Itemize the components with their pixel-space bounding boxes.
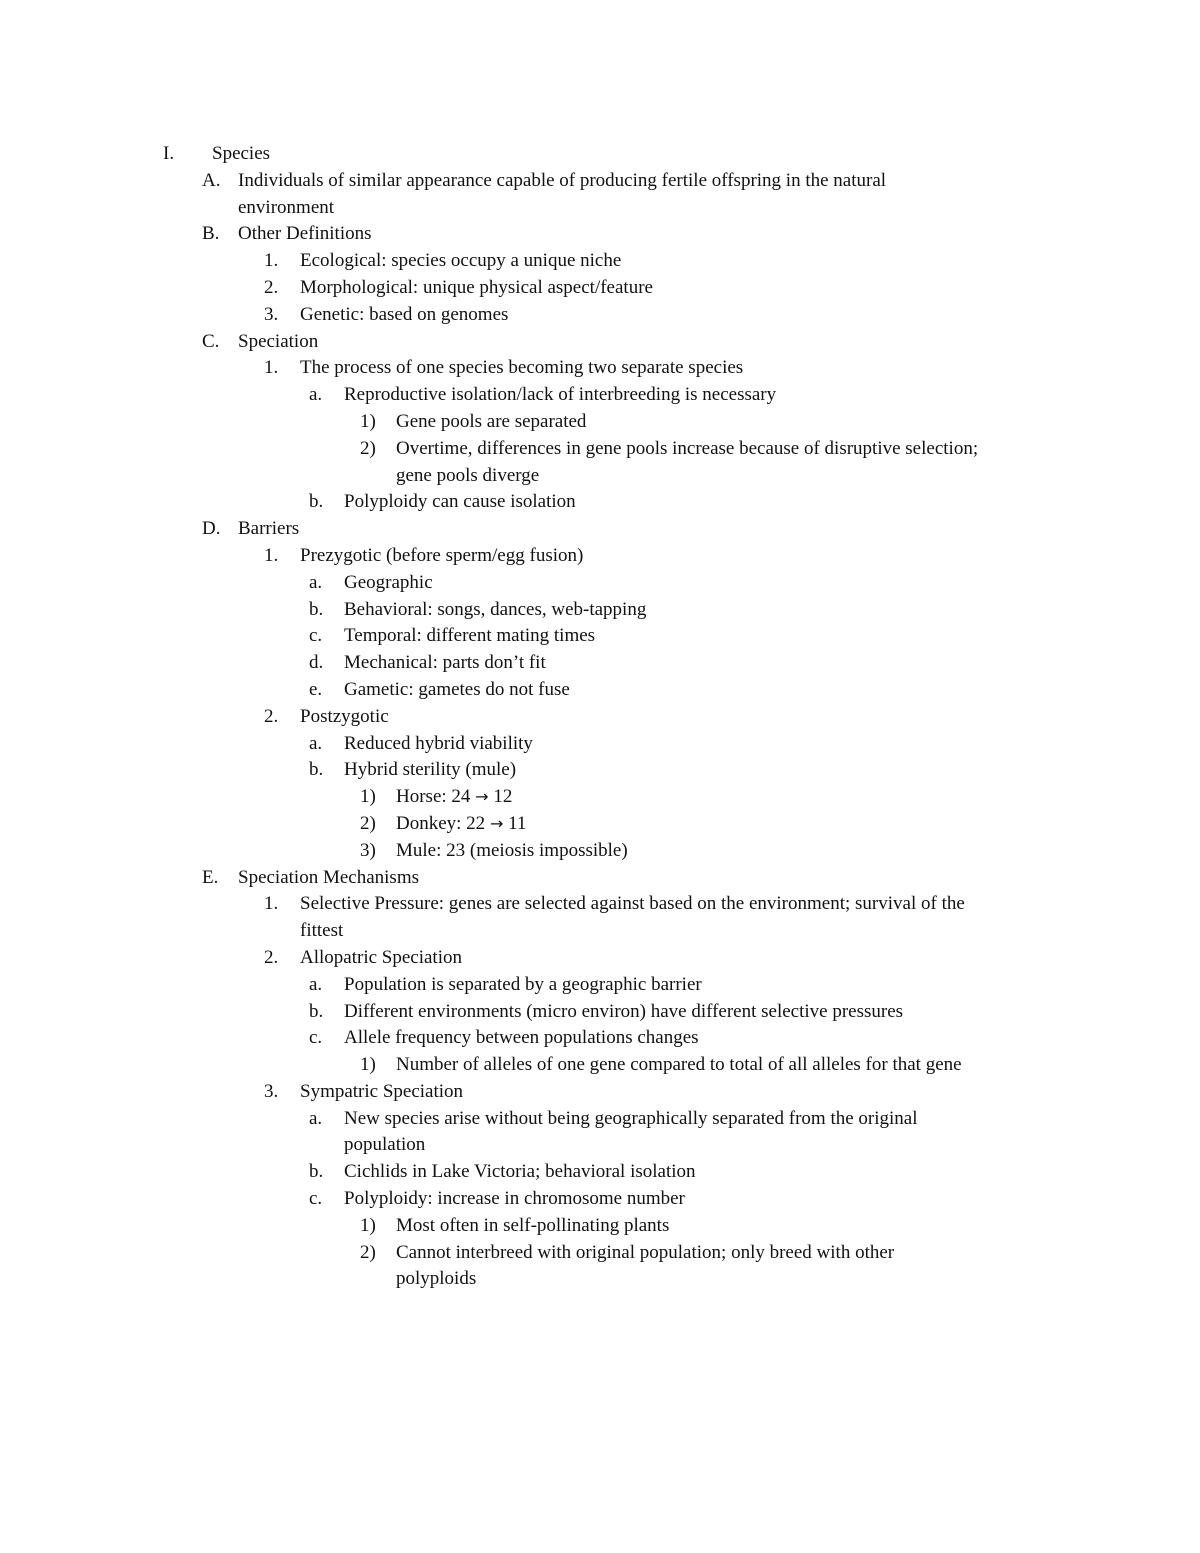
outline-text bbox=[300, 891, 965, 918]
outline-text-main: Gene pools are separated bbox=[396, 410, 587, 432]
outline-text-main: Cichlids in Lake Victoria; behavioral isolation bbox=[344, 1161, 696, 1183]
outline-marker: 2) bbox=[360, 812, 376, 834]
outline-item bbox=[0, 811, 1200, 838]
right-arrow-icon: → bbox=[475, 787, 489, 807]
outline-item bbox=[0, 168, 1200, 195]
outline-text-main: Individuals of similar appearance capable of producing fertile offspring in the natural bbox=[238, 169, 887, 191]
outline-text bbox=[396, 838, 628, 865]
outline-text bbox=[300, 355, 743, 382]
outline-text-main: Speciation bbox=[238, 330, 319, 352]
outline-marker: I. bbox=[163, 143, 175, 164]
outline-text bbox=[212, 141, 270, 168]
outline-text-main: Cannot interbreed with original population; only breed with other bbox=[396, 1241, 895, 1263]
outline-text-main: Horse: 24 bbox=[396, 786, 471, 808]
outline-marker: 1. bbox=[264, 893, 279, 915]
outline-text-main: Ecological: species occupy a unique niche bbox=[300, 250, 622, 272]
outline-text bbox=[300, 1079, 463, 1106]
outline-continuation bbox=[0, 1266, 1200, 1293]
outline-text-main: Reproductive isolation/lack of interbreeding is necessary bbox=[344, 384, 777, 406]
outline-marker: c. bbox=[309, 625, 323, 647]
outline-item bbox=[0, 141, 1200, 168]
outline-text bbox=[344, 489, 576, 516]
outline-marker: 1) bbox=[360, 410, 376, 432]
outline-item bbox=[0, 1079, 1200, 1106]
outline-text-main: Allele frequency between populations changes bbox=[344, 1027, 699, 1049]
outline-marker: 1) bbox=[360, 1214, 376, 1236]
outline-marker: E. bbox=[202, 866, 219, 888]
outline-item bbox=[0, 489, 1200, 516]
outline-item bbox=[0, 355, 1200, 382]
outline-marker: 2. bbox=[264, 946, 279, 968]
outline-continuation bbox=[0, 463, 1200, 490]
outline-text-main: Barriers bbox=[238, 518, 300, 540]
outline-text bbox=[396, 1266, 476, 1293]
outline-item bbox=[0, 865, 1200, 892]
outline-item bbox=[0, 623, 1200, 650]
outline-text bbox=[300, 918, 343, 945]
outline-text-main: Most often in self-pollinating plants bbox=[396, 1214, 670, 1236]
right-arrow-icon: → bbox=[489, 813, 504, 833]
outline-item bbox=[0, 1106, 1200, 1133]
outline-text bbox=[344, 597, 646, 624]
outline-item bbox=[0, 999, 1200, 1026]
outline-item bbox=[0, 543, 1200, 570]
outline-marker: a. bbox=[309, 973, 323, 995]
outline-text bbox=[300, 248, 621, 275]
outline-text bbox=[396, 1213, 669, 1240]
outline-text-main: Donkey: 22 bbox=[396, 812, 486, 834]
outline-item bbox=[0, 597, 1200, 624]
outline-text-main: Postzygotic bbox=[300, 705, 389, 727]
outline-text-main: Population is separated by a geographic barrier bbox=[344, 973, 702, 995]
outline-text bbox=[300, 543, 583, 570]
outline-text bbox=[344, 1106, 918, 1133]
outline-text bbox=[344, 1132, 425, 1159]
outline-text bbox=[344, 731, 533, 758]
outline-marker: c. bbox=[309, 1188, 323, 1210]
outline-item bbox=[0, 409, 1200, 436]
outline-marker: b. bbox=[309, 759, 324, 781]
outline-text-main: Morphological: unique physical aspect/feature bbox=[300, 276, 653, 298]
document-page bbox=[0, 141, 1200, 1293]
outline-item bbox=[0, 972, 1200, 999]
outline-continuation bbox=[0, 918, 1200, 945]
outline-text-main: Genetic: based on genomes bbox=[300, 303, 509, 325]
outline-item bbox=[0, 1052, 1200, 1079]
outline-item bbox=[0, 248, 1200, 275]
outline-text-main: Different environments (micro environ) have different selective pressures bbox=[344, 1000, 904, 1022]
outline-item bbox=[0, 704, 1200, 731]
outline-marker: D. bbox=[202, 518, 221, 540]
outline-text-main: Temporal: different mating times bbox=[344, 625, 596, 647]
outline-continuation bbox=[0, 195, 1200, 222]
outline-text-main: Number of alleles of one gene compared to total of all alleles for that gene bbox=[396, 1054, 962, 1076]
outline-text bbox=[238, 168, 886, 195]
outline-text bbox=[396, 811, 526, 838]
outline-text-main: Geographic bbox=[344, 571, 433, 593]
outline-item bbox=[0, 757, 1200, 784]
outline-text-main: Speciation Mechanisms bbox=[238, 866, 419, 888]
outline-text bbox=[344, 757, 516, 784]
outline-text bbox=[344, 623, 595, 650]
outline-text bbox=[344, 570, 433, 597]
outline-marker: 1) bbox=[360, 786, 376, 808]
outline-item bbox=[0, 677, 1200, 704]
outline-text-main: Species bbox=[212, 143, 271, 164]
outline-text-main: population bbox=[344, 1134, 426, 1156]
outline-text-after: 12 bbox=[493, 786, 513, 808]
outline-marker: 3. bbox=[264, 303, 279, 325]
outline-text bbox=[344, 1159, 696, 1186]
outline-text-main: Reduced hybrid viability bbox=[344, 732, 533, 754]
outline-text-main: gene pools diverge bbox=[396, 464, 540, 486]
outline-marker: C. bbox=[202, 330, 220, 352]
outline-text-main: Other Definitions bbox=[238, 223, 372, 245]
outline-text-main: The process of one species becoming two separate species bbox=[300, 357, 744, 379]
outline-text-main: Behavioral: songs, dances, web-tapping bbox=[344, 598, 647, 620]
outline-text bbox=[238, 865, 419, 892]
outline-item bbox=[0, 1213, 1200, 1240]
outline-text bbox=[396, 1240, 894, 1267]
outline-text bbox=[300, 945, 462, 972]
outline-text-main: Polyploidy: increase in chromosome number bbox=[344, 1188, 685, 1210]
outline-text bbox=[300, 704, 389, 731]
outline-item bbox=[0, 945, 1200, 972]
outline-marker: a. bbox=[309, 384, 323, 406]
outline-marker: b. bbox=[309, 1000, 324, 1022]
outline-item bbox=[0, 1025, 1200, 1052]
outline-item bbox=[0, 1159, 1200, 1186]
outline-marker: a. bbox=[309, 732, 323, 754]
outline-text-main: Hybrid sterility (mule) bbox=[344, 759, 517, 781]
outline-marker: 3) bbox=[360, 839, 376, 861]
outline-item bbox=[0, 302, 1200, 329]
outline-marker: b. bbox=[309, 1161, 324, 1183]
outline-marker: b. bbox=[309, 598, 324, 620]
outline-marker: 2. bbox=[264, 705, 279, 727]
outline-continuation bbox=[0, 1132, 1200, 1159]
outline-item bbox=[0, 570, 1200, 597]
outline-text bbox=[344, 1025, 699, 1052]
outline-text bbox=[396, 409, 586, 436]
outline-marker: 1. bbox=[264, 544, 279, 566]
outline-text-after: 11 bbox=[508, 812, 527, 834]
outline-text bbox=[344, 1186, 685, 1213]
outline-marker: 1. bbox=[264, 250, 279, 272]
outline-text bbox=[344, 650, 546, 677]
outline-text-main: Mechanical: parts don’t fit bbox=[344, 652, 546, 674]
outline-text-main: environment bbox=[238, 196, 335, 218]
outline-text-main: Prezygotic (before sperm/egg fusion) bbox=[300, 544, 584, 566]
outline-text bbox=[238, 516, 299, 543]
outline-item bbox=[0, 1240, 1200, 1267]
outline-text bbox=[300, 302, 508, 329]
outline-text bbox=[396, 436, 978, 463]
outline-marker: c. bbox=[309, 1027, 323, 1049]
outline-text bbox=[396, 784, 512, 811]
outline-text bbox=[344, 972, 702, 999]
outline-marker: A. bbox=[202, 169, 221, 191]
outline-item bbox=[0, 650, 1200, 677]
outline-marker: 3. bbox=[264, 1080, 279, 1102]
outline-item bbox=[0, 436, 1200, 463]
outline-item bbox=[0, 275, 1200, 302]
outline-text-main: Mule: 23 (meiosis impossible) bbox=[396, 839, 628, 861]
outline-text-main: Gametic: gametes do not fuse bbox=[344, 678, 570, 700]
outline-text bbox=[300, 275, 653, 302]
outline-item bbox=[0, 221, 1200, 248]
outline-text-main: fittest bbox=[300, 920, 344, 942]
outline-text-main: Sympatric Speciation bbox=[300, 1080, 464, 1102]
outline-text-main: Polyploidy can cause isolation bbox=[344, 491, 576, 513]
outline-item bbox=[0, 516, 1200, 543]
outline-text bbox=[344, 677, 570, 704]
outline-marker: a. bbox=[309, 571, 323, 593]
outline-item bbox=[0, 838, 1200, 865]
outline-marker: d. bbox=[309, 652, 324, 674]
outline-text-main: Overtime, differences in gene pools increase because of disruptive selection; bbox=[396, 437, 979, 459]
outline-marker: 2. bbox=[264, 276, 279, 298]
outline-text bbox=[238, 329, 318, 356]
outline-text bbox=[396, 463, 539, 490]
outline-text bbox=[238, 195, 334, 222]
outline-item bbox=[0, 382, 1200, 409]
outline-text bbox=[344, 382, 776, 409]
outline-item bbox=[0, 1186, 1200, 1213]
outline-marker: e. bbox=[309, 678, 323, 700]
outline-marker: 2) bbox=[360, 437, 376, 459]
outline-text bbox=[344, 999, 903, 1026]
outline-item bbox=[0, 891, 1200, 918]
outline-text bbox=[396, 1052, 962, 1079]
outline-item bbox=[0, 784, 1200, 811]
outline-marker: B. bbox=[202, 223, 220, 245]
outline-text-main: Selective Pressure: genes are selected against based on the environment; survival of the bbox=[300, 893, 965, 915]
outline-text-main: Allopatric Speciation bbox=[300, 946, 462, 968]
outline-marker: 1) bbox=[360, 1054, 376, 1076]
outline-item bbox=[0, 329, 1200, 356]
outline-item bbox=[0, 731, 1200, 758]
outline-marker: 1. bbox=[264, 357, 279, 379]
outline-text-main: New species arise without being geographically separated from the original bbox=[344, 1107, 918, 1129]
outline-marker: b. bbox=[309, 491, 324, 513]
outline-marker: a. bbox=[309, 1107, 323, 1129]
outline-marker: 2) bbox=[360, 1241, 376, 1263]
outline-text-main: polyploids bbox=[396, 1268, 477, 1290]
outline-text bbox=[238, 221, 372, 248]
